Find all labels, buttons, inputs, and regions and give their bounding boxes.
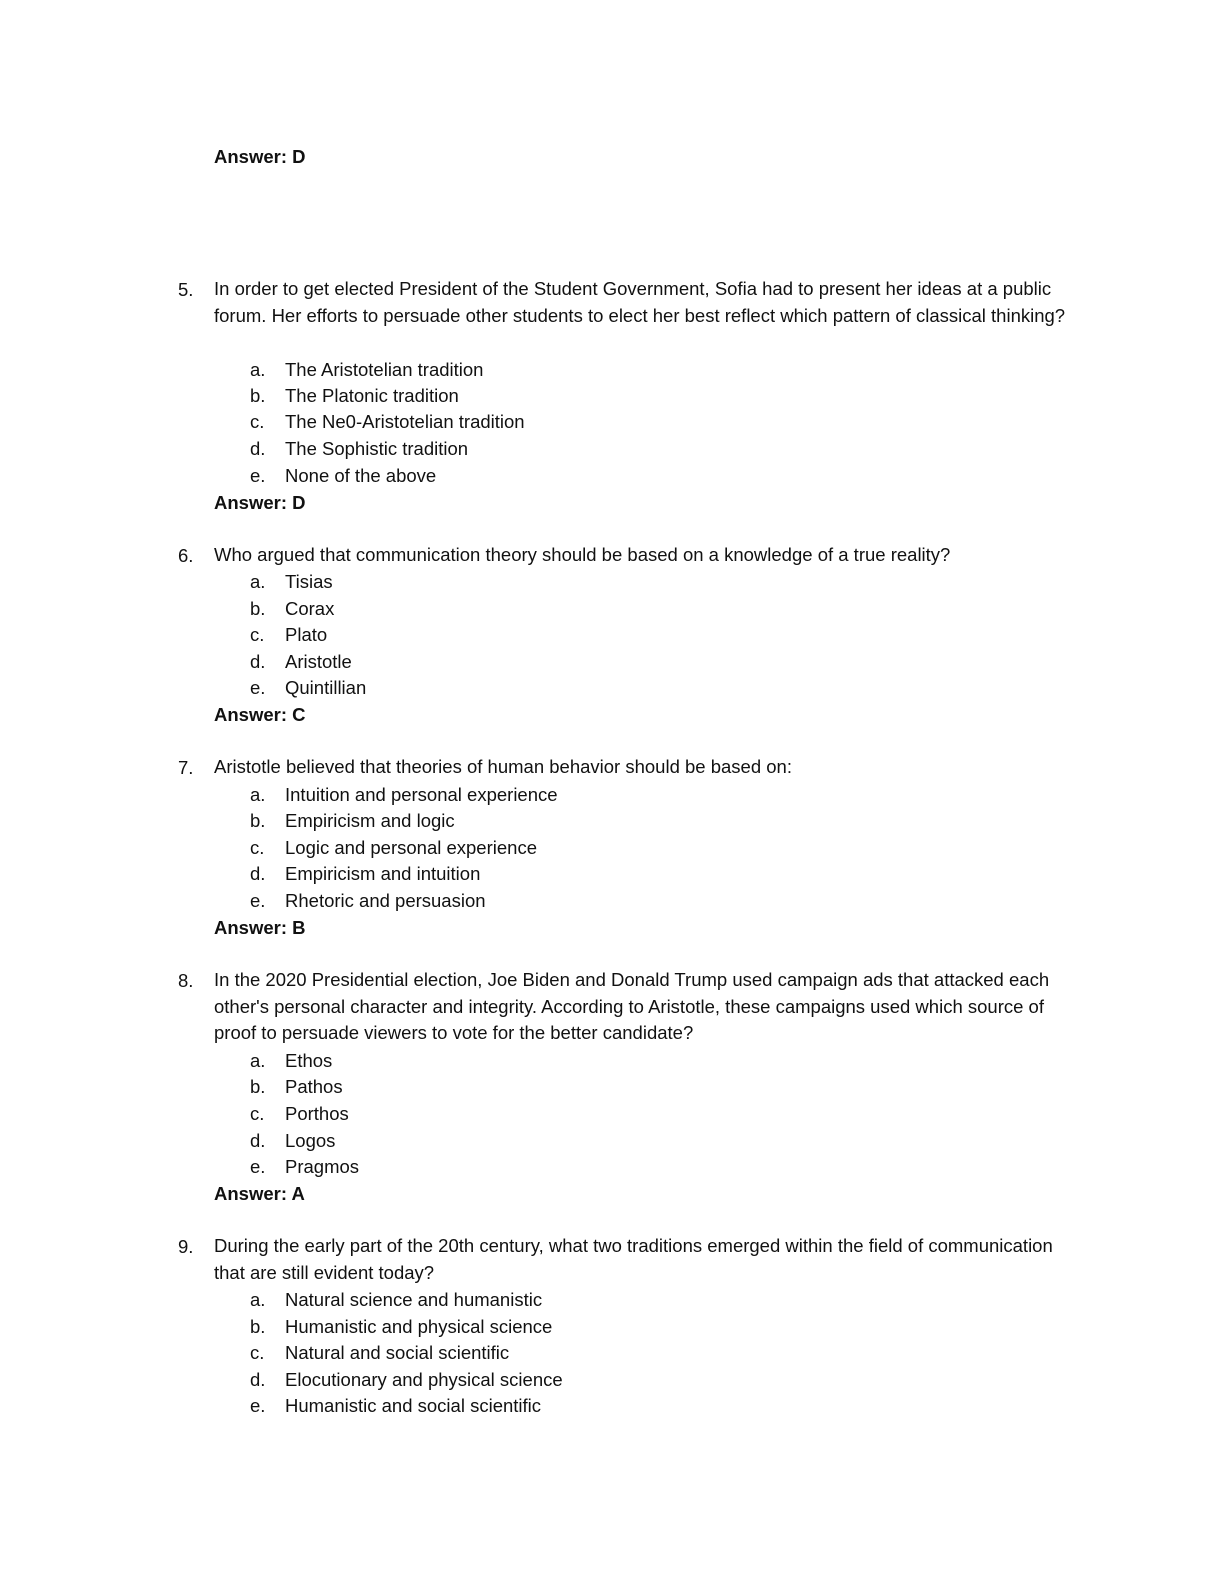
option-text: Corax <box>285 598 335 619</box>
option-letter: c. <box>250 1342 265 1363</box>
option-letter: c. <box>250 1103 265 1124</box>
option-text: Empiricism and intuition <box>285 863 481 884</box>
option-text: Intuition and personal experience <box>285 784 558 805</box>
option-letter: e. <box>250 1156 266 1177</box>
option-letter: b. <box>250 1076 266 1097</box>
answer-label: Answer: C <box>214 704 306 725</box>
option-text: Humanistic and physical science <box>285 1316 553 1337</box>
option-text: Natural science and humanistic <box>285 1289 543 1310</box>
option-letter: b. <box>250 1316 266 1337</box>
option-text: None of the above <box>285 465 437 486</box>
option-text: Quintillian <box>285 677 367 698</box>
option-letter: c. <box>250 624 265 645</box>
option-text: The Ne0-Aristotelian tradition <box>285 411 525 432</box>
question-text: Aristotle believed that theories of human behavior should be based on: <box>214 756 792 777</box>
option-letter: a. <box>250 1289 266 1310</box>
option-text: The Platonic tradition <box>285 385 459 406</box>
option-letter: b. <box>250 810 266 831</box>
option-text: Natural and social scientific <box>285 1342 510 1363</box>
option-text: Ethos <box>285 1050 333 1071</box>
option-letter: c. <box>250 411 265 432</box>
option-letter: a. <box>250 571 266 592</box>
option-letter: e. <box>250 890 266 911</box>
option-text: Humanistic and social scientific <box>285 1395 542 1416</box>
option-text: Empiricism and logic <box>285 810 455 831</box>
option-letter: c. <box>250 837 265 858</box>
question-text: In order to get elected President of the Student Government, Sofia had to present her ideas at a public forum. Her efforts to persuade other students to elect her best reflect which pattern of classical thinking? <box>214 278 1066 326</box>
option-letter: d. <box>250 1369 266 1390</box>
option-letter: d. <box>250 863 266 884</box>
option-letter: d. <box>250 651 266 672</box>
option-text: Logos <box>285 1130 336 1151</box>
option-text: Porthos <box>285 1103 349 1124</box>
option-letter: a. <box>250 1050 266 1071</box>
option-text: Plato <box>285 624 328 645</box>
option-text: The Sophistic tradition <box>285 438 469 459</box>
option-letter: b. <box>250 385 266 406</box>
option-letter: e. <box>250 465 266 486</box>
option-letter: e. <box>250 1395 266 1416</box>
question-number: 7. <box>178 757 194 778</box>
option-text: Aristotle <box>285 651 352 672</box>
answer-label: Answer: B <box>214 917 306 938</box>
question-number: 8. <box>178 970 194 991</box>
question-text: In the 2020 Presidential election, Joe Biden and Donald Trump used campaign ads that attacked each other's personal character and integrity. According to Aristotle, these campaigns used which source of proof to persuade viewers to vote for the better candidate? <box>214 969 1050 1043</box>
answer-label: Answer: D <box>214 146 306 167</box>
option-text: Pragmos <box>285 1156 360 1177</box>
option-text: Pathos <box>285 1076 343 1097</box>
question-number: 6. <box>178 545 194 566</box>
option-letter: e. <box>250 677 266 698</box>
question-number: 9. <box>178 1236 194 1257</box>
option-letter: b. <box>250 598 266 619</box>
option-text: Tisias <box>285 571 333 592</box>
question-number: 5. <box>178 279 194 300</box>
answer-label: Answer: D <box>214 492 306 513</box>
option-letter: a. <box>250 784 266 805</box>
option-text: Rhetoric and persuasion <box>285 890 486 911</box>
option-text: Logic and personal experience <box>285 837 537 858</box>
answer-label: Answer: A <box>214 1183 305 1204</box>
option-text: Elocutionary and physical science <box>285 1369 563 1390</box>
question-text: Who argued that communication theory should be based on a knowledge of a true reality? <box>214 544 951 565</box>
option-letter: d. <box>250 438 266 459</box>
option-letter: a. <box>250 359 266 380</box>
option-text: The Aristotelian tradition <box>285 359 484 380</box>
question-text: During the early part of the 20th century, what two traditions emerged within the field of communication that are still evident today? <box>214 1235 1053 1283</box>
option-letter: d. <box>250 1130 266 1151</box>
